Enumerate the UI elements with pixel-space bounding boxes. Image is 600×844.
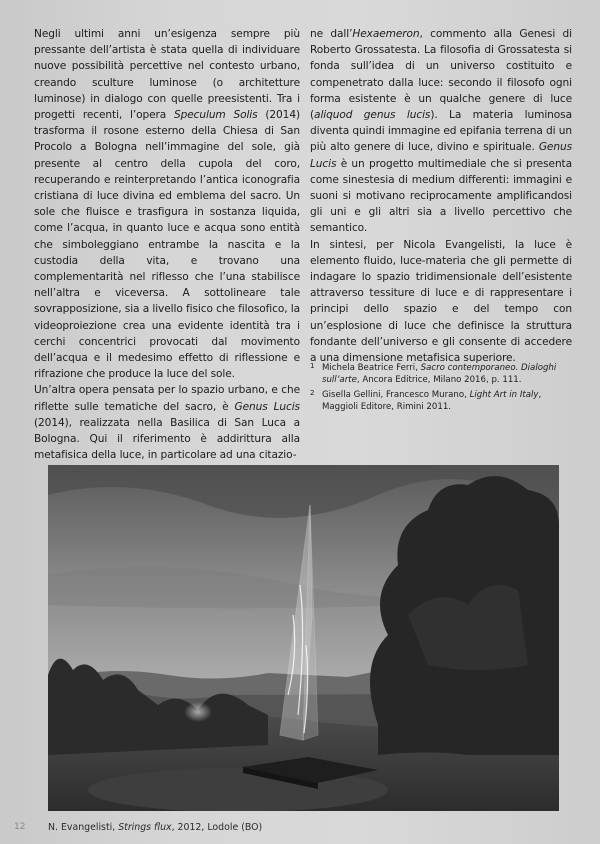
page-number: 12 xyxy=(14,822,26,832)
paragraph: In sintesi, per Nicola Evangelisti, la luce è elemento fluido, luce-materia che gli permette di indagare lo spazio tridimensionale dell’esistente attraverso tessiture di luce e di rappresentare i principi dello spazio e del tempo con un’esplosione di luce che definisce la struttura fondante dell’universo e gli consente di accedere a una dimensione metafisica superiore. xyxy=(310,238,572,365)
footnote xyxy=(310,362,572,387)
text-column-right xyxy=(310,26,572,366)
paragraph: Un’altra opera pensata per lo spazio urbano, e che riflette sulle tematiche del sacro, è Genus Lucis (2014), realizzata nella Basilica di San Luca a Bologna. Qui il riferimento è addirittura alla metafisica della luce, in particolare ad una citazio- xyxy=(34,384,300,462)
text-column-left xyxy=(34,26,300,463)
footnote-number: 1 xyxy=(310,362,315,370)
footnotes xyxy=(310,362,572,416)
footnote-text: Gisella Gellini, Francesco Murano, Light Art in Italy, Maggioli Editore, Rimini 2011. xyxy=(322,389,542,413)
photo-caption: N. Evangelisti, Strings flux, 2012, Lodole (BO) xyxy=(48,822,263,833)
paragraph: Negli ultimi anni un’esigenza sempre più pressante dell’artista è stata quella di individuare nuove possibilità percettive nel contesto urbano, creando sculture luminose (o architetture luminose) in dialogo con quelle preesistenti. Tra i progetti recenti, l’opera Speculum Solis (2014) trasforma il rosone esterno della Chiesa di San Procolo a Bologna nell’immagine del sole, già presente al centro della cupola del coro, recuperando e reinterpretando l’antica iconografia cristiana di luce divina ed emblema del sacro. Un sole che fluisce e trasfigura in sostanza liquida, come l’acqua, in quanto luce e acqua sono entità che simboleggiano entrambe la nascita e la custodia della vita, e trovano una complementarità nel riflesso che l’una stabilisce nell’altra e viceversa. A sottolineare tale sovrapposizione, sia a livello fisico che filosofico, la videoproiezione crea una evidente identità tra i cerchi concentrici provocati dal movimento dell’acqua e il medesimo effetto di riflessione e rifrazione che produce la luce del sole. xyxy=(34,28,300,381)
footnote-text: Michela Beatrice Ferri, Sacro contemporaneo. Dialoghi sull’arte, Ancora Editrice, Milano 2016, p. 111. xyxy=(322,363,557,386)
footnote xyxy=(310,389,572,414)
artwork-photo xyxy=(48,465,559,811)
footnote-number: 2 xyxy=(310,388,315,397)
landscape-photo xyxy=(48,465,559,811)
paragraph: ne dall’Hexaemeron, commento alla Genesi di Roberto Grossatesta. La filosofia di Grossatesta si fonda sull’idea di un universo costituito e compenetrato dalla luce: secondo il filosofo ogni forma esistente è un qualche genere di luce (aliquod genus lucis). La materia luminosa diventa quindi immagine ed epifania terrena di un più alto genere di luce, divino e spirituale. Genus Lucis è un progetto multimediale che si presenta come sinestesia di medium differenti: immagini e suoni si motivano reciprocamente amplificandosi gli uni e gli altri sia a livello percettivo che semantico. xyxy=(310,28,573,235)
